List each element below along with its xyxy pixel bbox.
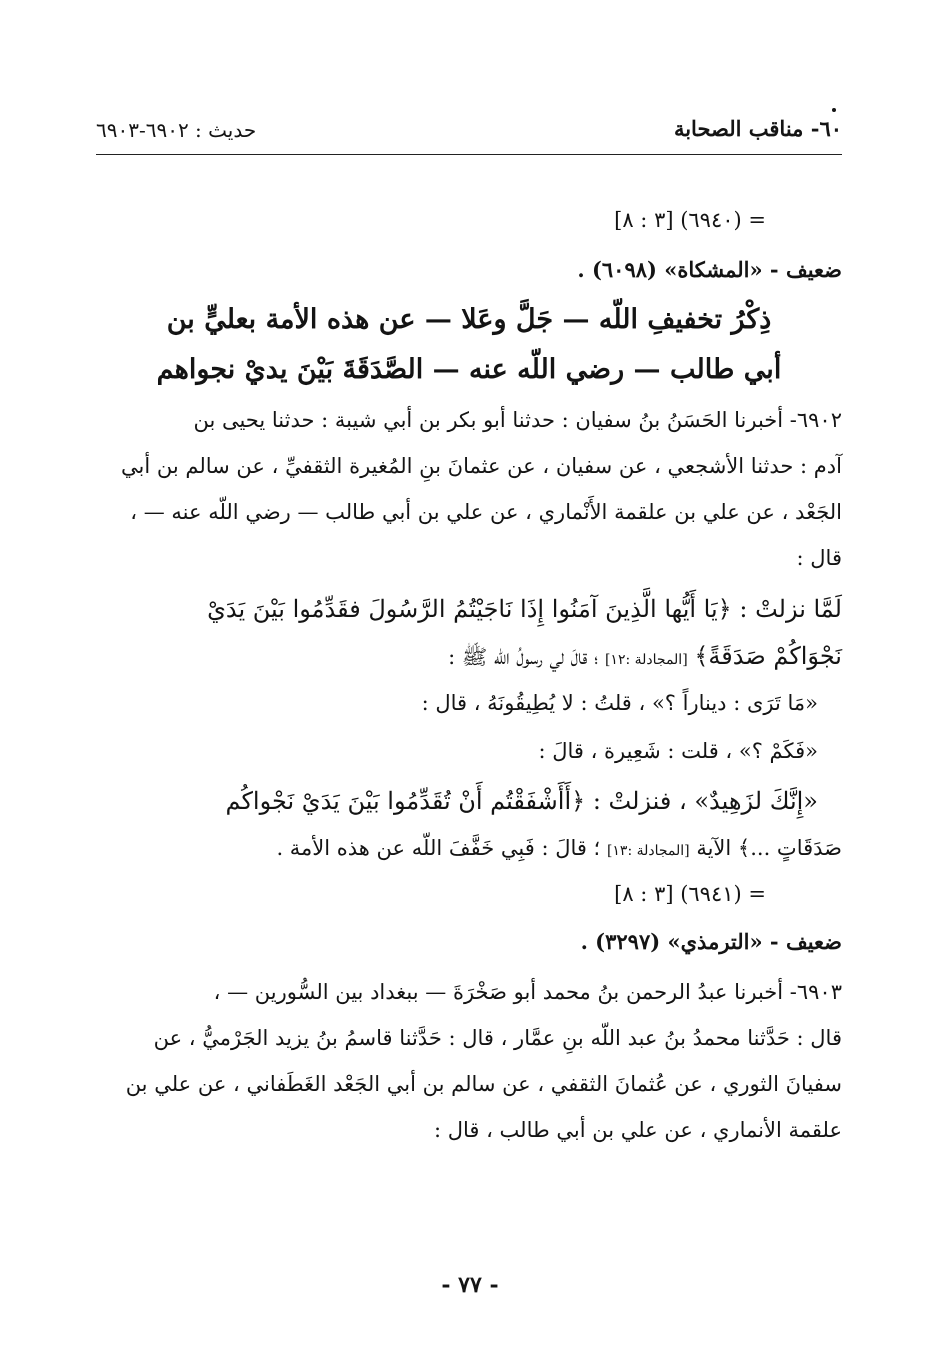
matn-text: ؛ قالَ لي رسولُ اللّه ﷺ : (448, 645, 599, 669)
hadith-text-line: ٦٩٠٢- أخبرنا الحَسَنُ بنُ سفيان : حدثنا أبو بكر بن أبي شيبة : حدثنا يحيى بن (193, 408, 842, 432)
matn-line: «فَكَمْ ؟» ، قلت : شَعِيرة ، قالَ : (538, 739, 818, 763)
cross-reference: = (٦٩٤٠) [٣ : ٨] (614, 208, 766, 232)
hadith-text-line: قال : (796, 546, 842, 570)
section-title-line: أبي طالب — رضي اللّه عنه — الصَّدَقَةَ بَيْنَ يديْ نجواهم (156, 354, 782, 385)
quran-verse: نَجْوَاكُمْ صَدَقَةً﴾ (694, 642, 842, 670)
matn-line (96, 633, 842, 679)
running-header (96, 116, 842, 148)
page-number: - ٧٧ - (441, 1272, 499, 1298)
hadith-range: حديث : ٦٩٠٢-٦٩٠٣ (96, 118, 257, 142)
quran-verse: صَدَقَاتٍ ...﴾ الآية (696, 836, 842, 860)
grading-line: ضعيف - «الترمذي» (٣٢٩٧) . (580, 929, 842, 954)
page-body (96, 195, 842, 1153)
hadith-text-line: الجَعْد ، عن علي بن علقمة الأَنْماري ، عن علي بن أبي طالب — رضي اللّه عنه — ، (130, 500, 842, 524)
chapter-title: ٦٠- مناقب الصحابة (673, 116, 842, 141)
matn-line: «مَا تَرَى : ديناراً ؟» ، قلتُ : لا يُطِيقُونَهُ ، قال : (421, 691, 818, 715)
matn-line (96, 825, 842, 871)
verse-reference: [المجادلة :١٣] (606, 843, 690, 859)
hadith-text-line: سفيانَ الثوري ، عن عُثمانَ الثقفي ، عن سالم بن أبي الجَعْد الغَطَفاني ، عن علي بن (125, 1072, 842, 1096)
header-rule (96, 154, 842, 155)
ornament-dot (832, 108, 836, 112)
verse-reference: [المجادلة :١٢] (604, 652, 688, 668)
hadith-text-line: قال : حَدَّثنا محمدُ بنُ عبد اللّه بنِ عمَّار ، قال : حَدَّثنا قاسمُ بنُ يزيد الجَرْميُّ ، عن (153, 1026, 842, 1050)
matn-line: «إِنَّكَ لزَهِيدٌ» ، فنزلتْ : ﴿أَأَشْفَقْتُم أَنْ تُقَدِّمُوا بَيْنَ يَدَيْ نَجْواكُم (225, 787, 818, 815)
grading-line: ضعيف - «المشكاة» (٦٠٩٨) . (577, 257, 842, 282)
section-title-line: ذِكْرُ تخفيفِ اللّه — جَلَّ وعَلا — عن هذه الأمة بعليٍّ بن (166, 304, 772, 335)
hadith-text-line: ٦٩٠٣- أخبرنا عبدُ الرحمن بنُ محمد أبو صَخْرَةَ — ببغداد بين السُّورين — ، (213, 980, 842, 1004)
matn-line: لَمَّا نزلتْ : ﴿يَا أَيُّها الَّذِينَ آمَنُوا إِذَا نَاجَيْتُمُ الرَّسُولَ فقَدِّمُوا بَيْنَ يَدَيْ (207, 595, 842, 623)
cross-reference: = (٦٩٤١) [٣ : ٨] (614, 882, 766, 906)
matn-text: ؛ قالَ : فَبِي خَفَّفَ اللّه عن هذه الأمة . (276, 836, 601, 860)
hadith-text-line: آدم : حدثنا الأشجعي ، عن سفيان ، عن عثمانَ بنِ المُغيرة الثقفيِّ ، عن سالم بن أبي (121, 454, 842, 478)
hadith-text-line: علقمة الأنماري ، عن علي بن أبي طالب ، قال : (433, 1118, 842, 1142)
